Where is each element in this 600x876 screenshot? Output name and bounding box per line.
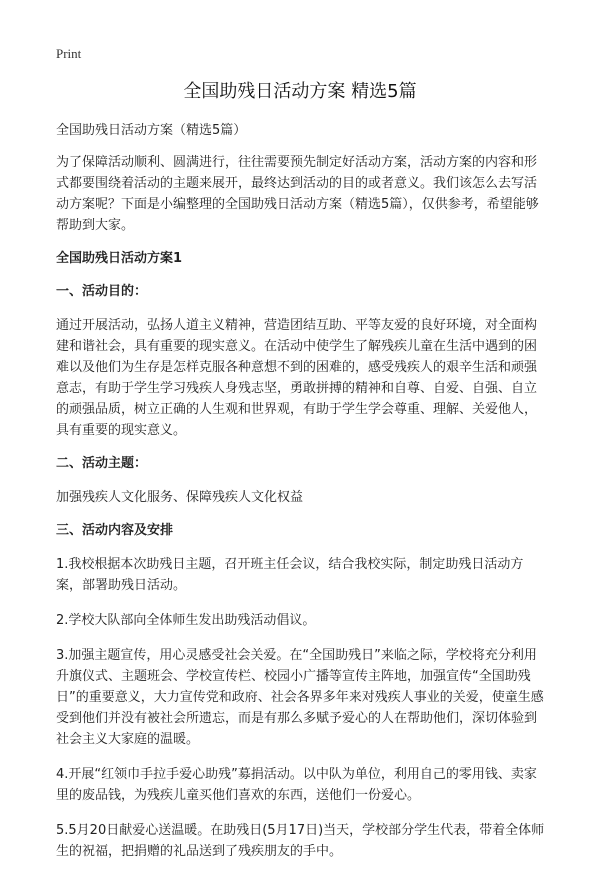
page-title: 全国助残日活动方案 精选5篇	[183, 81, 417, 102]
list-item: 2.学校大队部向全体师生发出助残活动倡议。	[56, 613, 316, 628]
section1-heading: 一、活动目的：	[56, 284, 148, 299]
article-body	[56, 121, 548, 876]
plan1-heading: 全国助残日活动方案1	[56, 251, 183, 266]
list-item: 3.加强主题宣传，用心灵感受社会关爱。在“全国助残日”来临之际，学校将充分利用升旗仪式、主题班会、学校宣传栏、校园小广播等宣传主阵地，加强宣传“全国助残日”的重要意义，大力宣传党和政府、社会各界多年来对残疾人事业的关爱，使童生感受到他们并没有被社会所遗忘，而是有那么多赋予爱心的人在帮助他们，深切体验到社会主义大家庭的温暖。	[56, 648, 544, 747]
print-link[interactable]: Print	[56, 46, 82, 61]
article-subtitle: 全国助残日活动方案（精选5篇）	[56, 123, 247, 138]
list-item: 1.我校根据本次助残日主题，召开班主任会议，结合我校实际，制定助残日活动方案，部署助残日活动。	[56, 557, 524, 593]
section1-paragraph: 通过开展活动，弘扬人道主义精神，营造团结互助、平等友爱的良好环境，对全面构建和谐社会，具有重要的现实意义。在活动中使学生了解残疾儿童在生活中遇到的困难以及他们为生存是怎样克服各种意想不到的困难的，感受残疾人的艰辛生活和顽强意志，有助于学生学习残疾人身残志坚，勇敢拼搏的精神和自尊、自爱、自强、自立的顽强品质，树立正确的人生观和世界观，有助于学生学会尊重、理解、关爱他人，具有重要的现实意义。	[56, 318, 538, 438]
section3-heading: 三、活动内容及安排	[56, 523, 174, 538]
section2-paragraph: 加强残疾人文化服务、保障残疾人文化权益	[56, 490, 304, 505]
list-item: 5.5月20日献爱心送温暖。在助残日(5月17日)当天，学校部分学生代表，带着全体师生的祝福，把捐赠的礼品送到了残疾朋友的手中。	[56, 823, 545, 859]
section2-heading: 二、活动主题：	[56, 456, 148, 471]
list-item: 4.开展“红领巾手拉手爱心助残”募捐活动。以中队为单位，利用自己的零用钱、卖家里的废品钱，为残疾儿童买他们喜欢的东西，送他们一份爱心。	[56, 767, 537, 803]
intro-paragraph: 为了保障活动顺利、圆满进行，往往需要预先制定好活动方案，活动方案的内容和形式都要围绕着活动的主题来展开，最终达到活动的目的或者意义。我们该怎么去写活动方案呢？下面是小编整理的全国助残日活动方案（精选5篇），仅供参考，希望能够帮助到大家。	[56, 155, 539, 233]
